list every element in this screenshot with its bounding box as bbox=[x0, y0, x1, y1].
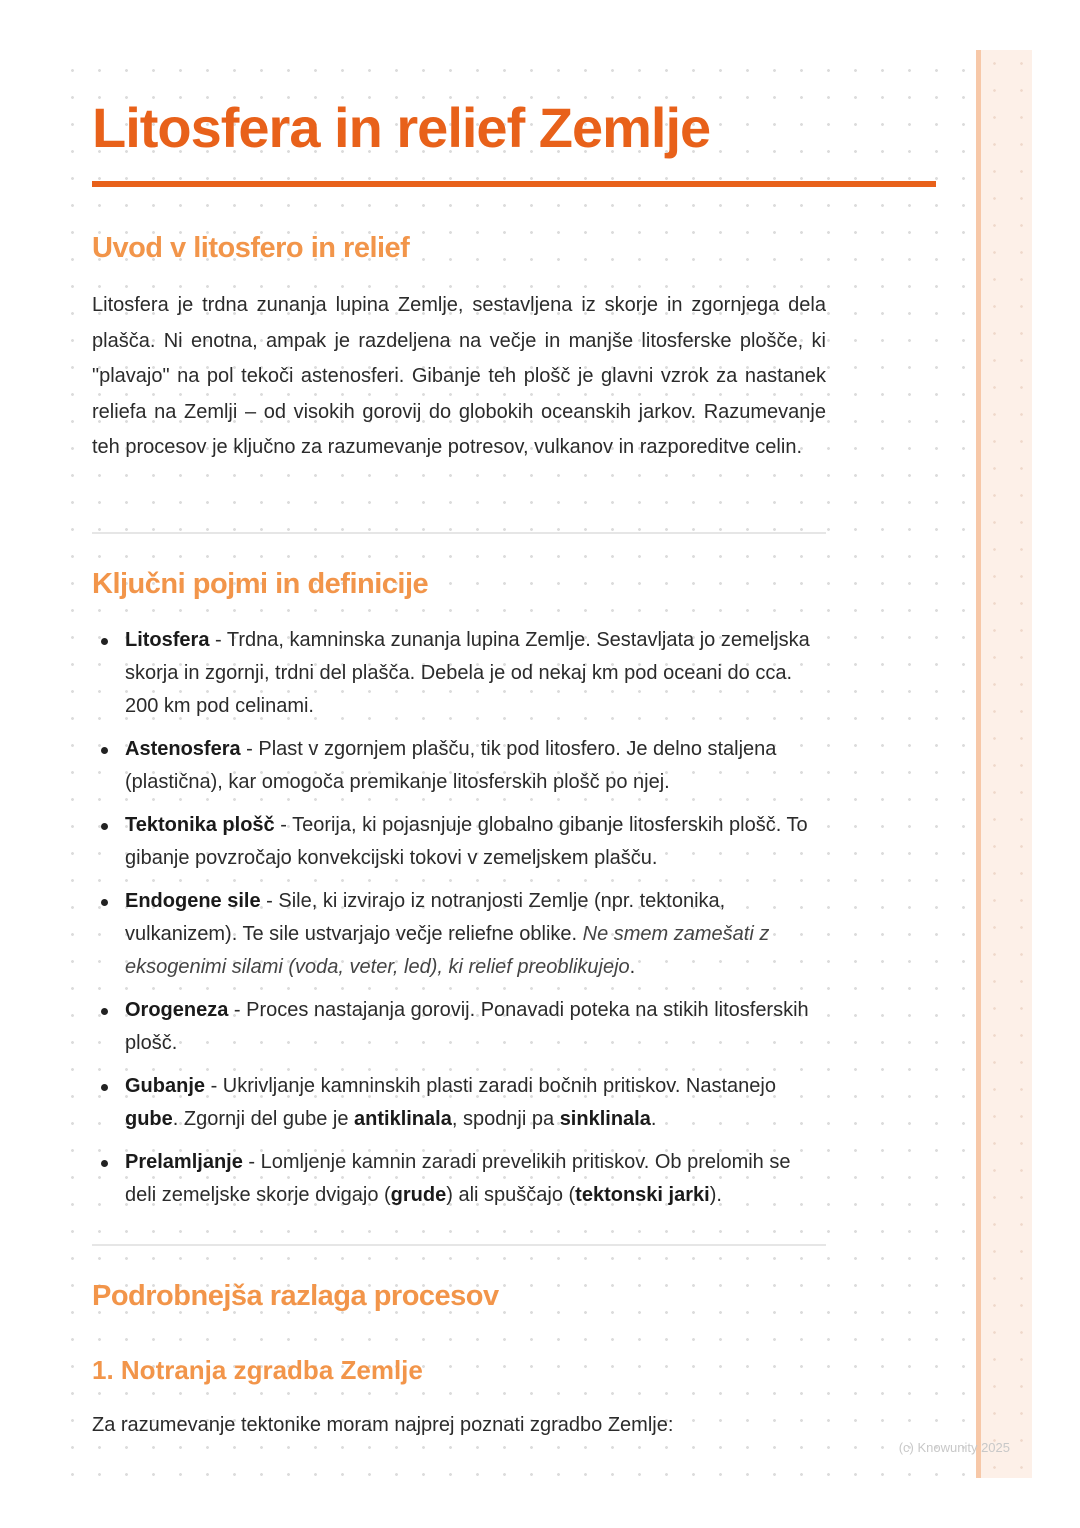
term-name: Orogeneza bbox=[125, 999, 229, 1021]
section-divider bbox=[92, 1244, 826, 1246]
section-divider bbox=[92, 532, 826, 534]
term-keyword: grude bbox=[390, 1184, 447, 1206]
term-definition: ) ali spuščajo ( bbox=[446, 1184, 576, 1206]
term-definition: - Lomljenje kamnin zaradi prevelikih pritiskov. Ob prelomih se deli zemeljske skorje dvigajo ( bbox=[125, 1151, 791, 1206]
term-name: Endogene sile bbox=[125, 890, 261, 912]
term-name: Litosfera bbox=[125, 629, 210, 651]
term-keyword: sinklinala bbox=[559, 1108, 651, 1130]
term-name: Prelamljanje bbox=[125, 1151, 243, 1173]
term-name: Gubanje bbox=[125, 1075, 206, 1097]
list-item bbox=[92, 885, 822, 984]
copyright-footer: (c) Knowunity 2025 bbox=[898, 1440, 1010, 1455]
intro-paragraph: Litosfera je trdna zunanja lupina Zemlje, sestavljena iz skorje in zgornjega dela plašča. Ni enotna, ampak je razdeljena na večje in manjše litosferske plošče, ki "plavajo" na pol tekoči astenosferi. Gibanje teh plošč je glavni vzrok za nastanek reliefa na Zemlji – od visokih gorovij do globokih oceanskih jarkov. Razumevanje teh procesov je ključno za razumevanje potresov, vulkanov in razporeditve celin. bbox=[92, 294, 826, 458]
term-definition: - Proces nastajanja gorovij. Ponavadi poteka na stikih litosferskih plošč. bbox=[125, 999, 809, 1054]
term-definition: ). bbox=[709, 1184, 722, 1206]
details-heading: Podrobnejša razlaga procesov bbox=[92, 1280, 499, 1312]
list-item bbox=[92, 1146, 822, 1212]
term-name: Tektonika plošč bbox=[125, 814, 275, 836]
page-title: Litosfera in relief Zemlje bbox=[92, 96, 711, 159]
terms-list bbox=[92, 624, 822, 1222]
subsection-heading: 1. Notranja zgradba Zemlje bbox=[92, 1355, 423, 1385]
term-definition: - Plast v zgornjem plašču, tik pod litosfero. Je delno staljena (plastična), kar omogoča premikanje litosferskih plošč po njej. bbox=[125, 738, 777, 793]
term-note: Ne smem zamešati z eksogenimi silami (voda, veter, led), ki relief preoblikujejo bbox=[125, 923, 770, 978]
list-item bbox=[92, 1070, 822, 1136]
list-item bbox=[92, 809, 822, 875]
term-definition: . bbox=[650, 1108, 657, 1130]
term-definition: . Zgornji del gube je bbox=[172, 1108, 355, 1130]
term-definition: , spodnji pa bbox=[451, 1108, 560, 1130]
term-keyword: tektonski jarki bbox=[575, 1184, 710, 1206]
margin-strip bbox=[976, 50, 1032, 1478]
list-item bbox=[92, 994, 822, 1060]
term-keyword: gube bbox=[125, 1108, 173, 1130]
term-definition: - Ukrivljanje kamninskih plasti zaradi bočnih pritiskov. Nastanejo bbox=[205, 1075, 776, 1097]
terms-heading: Ključni pojmi in definicije bbox=[92, 568, 429, 600]
term-keyword: antiklinala bbox=[354, 1108, 452, 1130]
list-item bbox=[92, 733, 822, 799]
term-definition: - Teorija, ki pojasnjuje globalno gibanje litosferskih plošč. To gibanje povzročajo konvekcijski tokovi v zemeljskem plašču. bbox=[125, 814, 808, 869]
intro-heading: Uvod v litosfero in relief bbox=[92, 232, 410, 264]
term-definition: - Sile, ki izvirajo iz notranjosti Zemlje (npr. tektonika, vulkanizem). Te sile ustvarjajo večje reliefne oblike. bbox=[125, 890, 726, 945]
term-definition: - Trdna, kamninska zunanja lupina Zemlje. Sestavljata jo zemeljska skorja in zgornji, trdni del plašča. Debela je od nekaj km pod oceani do cca. 200 km pod celinami. bbox=[125, 629, 810, 717]
title-rule bbox=[92, 181, 936, 187]
subsection-paragraph: Za razumevanje tektonike moram najprej poznati zgradbo Zemlje: bbox=[92, 1414, 674, 1436]
term-name: Astenosfera bbox=[125, 738, 241, 760]
list-item bbox=[92, 624, 822, 723]
term-definition: . bbox=[629, 956, 636, 978]
